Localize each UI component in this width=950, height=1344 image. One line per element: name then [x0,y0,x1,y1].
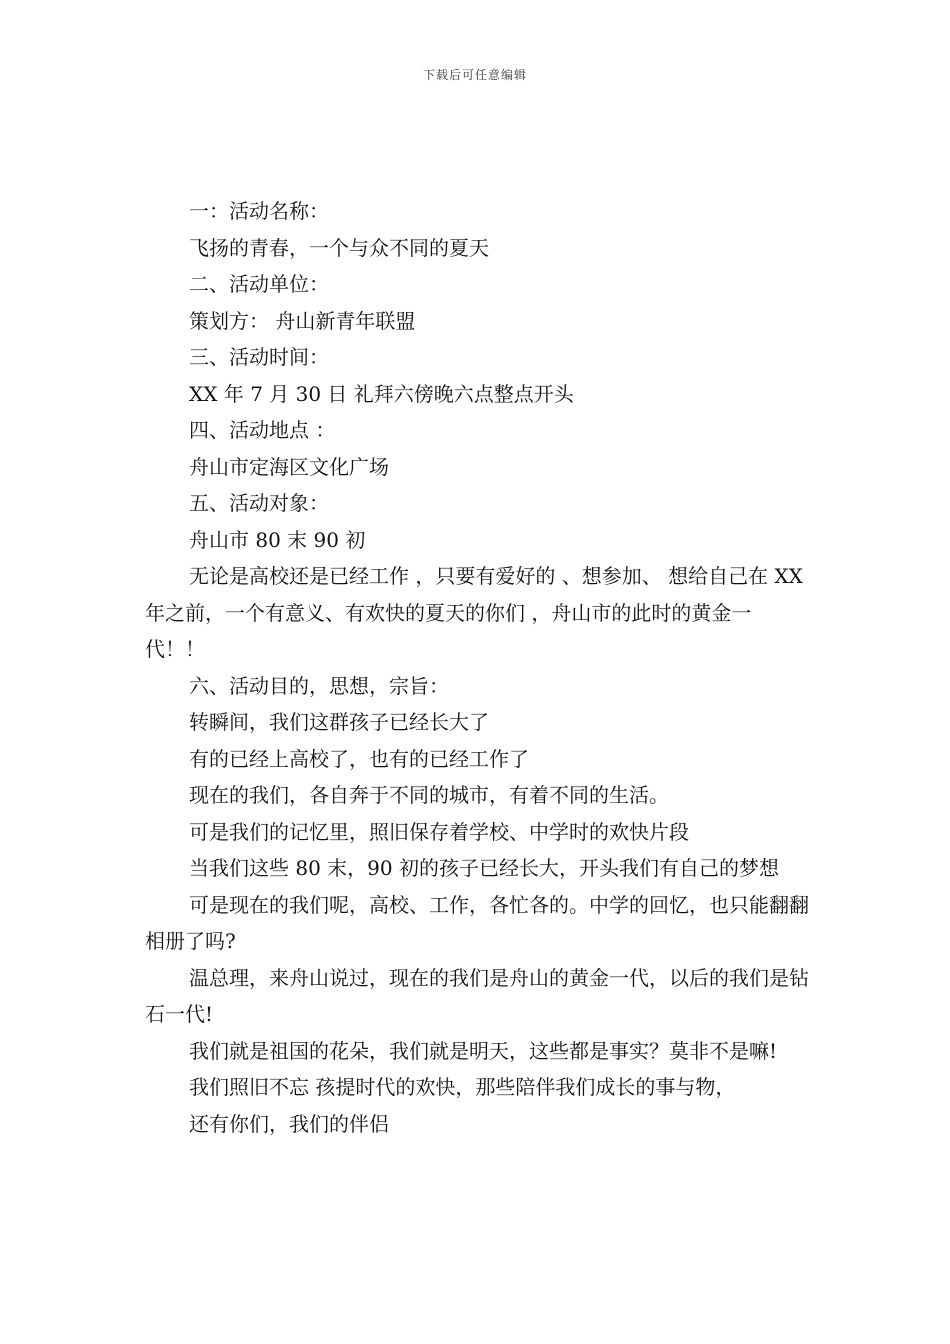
activity-name: 飞扬的青春，一个与众不同的夏天 [189,235,489,260]
section-heading-location: 四、活动地点 ： [189,418,336,442]
purpose-line: 我们照旧不忘 孩提时代的欢快，那些陪伴我们成长的事与物， [189,1075,736,1099]
section-heading-name: 一：活动名称： [189,199,329,223]
audience-description: 无论是高校还是已经工作 ，只要有爱好的 、想参加、 想给自己在 XX 年之前，一个有意义、有欢快的夏天的你们 ，舟山市的此时的黄金一代！！ [145,564,803,661]
activity-location: 舟山市定海区文化广场 [189,454,389,479]
purpose-line: 还有你们，我们的伴侣 [189,1111,389,1136]
purpose-line: 当我们这些 80 末，90 初的孩子已经长大，开头我们有自己的梦想 [189,856,779,880]
purpose-line: 我们就是祖国的花朵，我们就是明天，这些都是事实？莫非不是嘛! [189,1038,778,1063]
activity-audience: 舟山市 80 末 90 初 [189,527,366,552]
section-heading-purpose: 六、活动目的，思想，宗旨： [189,673,449,698]
document-body [145,193,810,1142]
purpose-line: 温总理，来舟山说过，现在的我们是舟山的黄金一代，以后的我们是钻石一代! [145,965,809,1026]
purpose-line: 可是我们的记忆里，照旧保存着学校、中学时的欢快片段 [189,819,689,844]
purpose-line: 可是现在的我们呢，高校、工作，各忙各的。中学的回忆，也只能翻翻相册了吗? [145,892,809,953]
organizer: 策划方： 舟山新青年联盟 [189,308,416,333]
purpose-line: 有的已经上高校了，也有的已经工作了 [189,746,529,771]
section-heading-audience: 五、活动对象： [189,491,329,515]
page-header: 下载后可任意编辑 [422,68,527,82]
purpose-line: 现在的我们，各自奔于不同的城市，有着不同的生活。 [189,783,669,807]
purpose-line: 转瞬间，我们这群孩子已经长大了 [189,710,489,734]
activity-time: XX 年 7 月 30 日 礼拜六傍晚六点整点开头 [189,381,574,406]
section-heading-time: 三、活动时间： [189,345,329,369]
section-heading-organizer: 二、活动单位： [189,272,329,296]
